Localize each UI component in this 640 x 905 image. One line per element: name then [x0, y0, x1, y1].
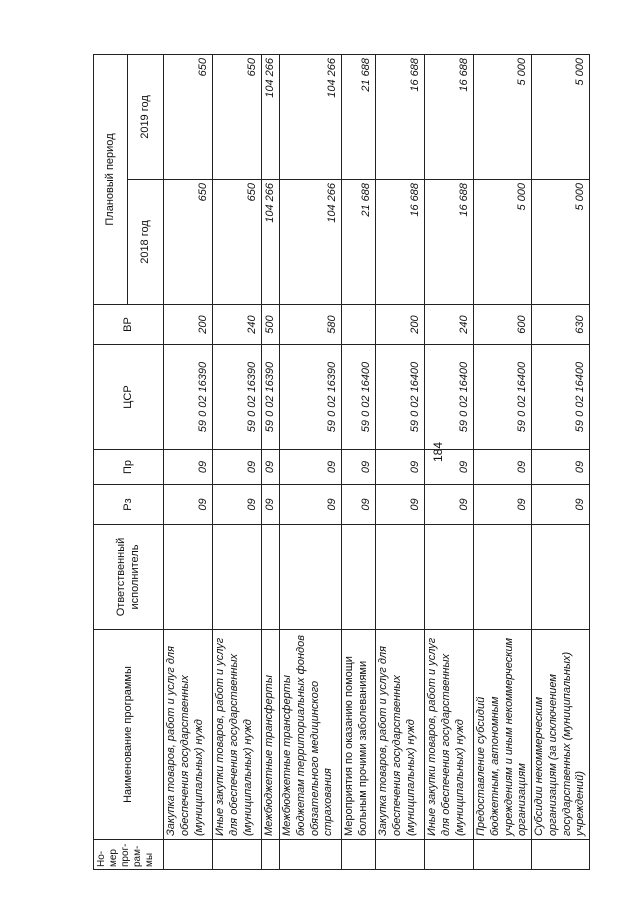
cell-2019: 5 000: [474, 55, 532, 180]
cell-2018: 650: [213, 180, 262, 305]
cell-executor: [474, 525, 532, 630]
header-year-2019: 2019 год: [128, 55, 164, 180]
header-pr: Пр: [94, 450, 164, 485]
page-number: 184: [431, 441, 445, 463]
cell-pr: 09: [280, 450, 342, 485]
cell-csr: 59 0 02 16390: [213, 345, 262, 450]
cell-pr: 09: [213, 450, 262, 485]
header-csr: ЦСР: [94, 345, 164, 450]
cell-pr: 09: [164, 450, 213, 485]
cell-program-number: [342, 840, 376, 870]
cell-program-number: [280, 840, 342, 870]
cell-csr: 59 0 02 16390: [262, 345, 280, 450]
header-vr: ВР: [94, 305, 164, 345]
cell-rz: 09: [425, 485, 474, 525]
cell-program-name: Предоставление субсидий бюджетным, автономным учреждениям и иным некоммерческим организациям: [474, 630, 532, 840]
cell-vr: 240: [213, 305, 262, 345]
cell-csr: 59 0 02 16400: [425, 345, 474, 450]
cell-rz: 09: [532, 485, 590, 525]
cell-program-number: [474, 840, 532, 870]
cell-program-name: Межбюджетные трансферты: [262, 630, 280, 840]
budget-table: [93, 54, 590, 870]
cell-2019: 21 688: [342, 55, 376, 180]
cell-rz: 09: [164, 485, 213, 525]
cell-executor: [376, 525, 425, 630]
cell-executor: [262, 525, 280, 630]
cell-2018: 21 688: [342, 180, 376, 305]
header-program-number: Но- мер прог- рам- мы: [94, 840, 164, 870]
cell-2018: 5 000: [474, 180, 532, 305]
cell-vr: 200: [376, 305, 425, 345]
cell-csr: 59 0 02 16400: [376, 345, 425, 450]
cell-csr: 59 0 02 16390: [280, 345, 342, 450]
cell-csr: 59 0 02 16400: [474, 345, 532, 450]
cell-executor: [425, 525, 474, 630]
cell-2019: 650: [164, 55, 213, 180]
header-program-name: Наименование программы: [94, 630, 164, 840]
cell-pr: 09: [262, 450, 280, 485]
cell-csr: 59 0 02 16390: [164, 345, 213, 450]
cell-rz: 09: [474, 485, 532, 525]
cell-executor: [164, 525, 213, 630]
cell-2019: 16 688: [425, 55, 474, 180]
cell-program-name: Закупка товаров, работ и услуг для обеспечения государственных (муниципальных) нужд: [164, 630, 213, 840]
table-row: [342, 55, 376, 870]
cell-program-number: [164, 840, 213, 870]
cell-pr: 09: [532, 450, 590, 485]
cell-pr: 09: [342, 450, 376, 485]
cell-pr: 09: [376, 450, 425, 485]
cell-program-name: Иные закупки товаров, работ и услуг для обеспечения государственных (муниципальных) нужд: [213, 630, 262, 840]
cell-program-name: Мероприятия по оказанию помощи больным прочими заболеваниями: [342, 630, 376, 840]
cell-vr: 240: [425, 305, 474, 345]
cell-program-number: [532, 840, 590, 870]
cell-vr: 630: [532, 305, 590, 345]
cell-program-name: Иные закупки товаров, работ и услуг для обеспечения государственных (муниципальных) нужд: [425, 630, 474, 840]
cell-2018: 104 266: [280, 180, 342, 305]
cell-program-number: [425, 840, 474, 870]
table-row: [164, 55, 213, 870]
header-planned-period: Плановый период: [94, 55, 128, 305]
table-row: [376, 55, 425, 870]
cell-2018: 650: [164, 180, 213, 305]
cell-program-number: [262, 840, 280, 870]
cell-vr: [342, 305, 376, 345]
table-row: [532, 55, 590, 870]
cell-2018: 16 688: [425, 180, 474, 305]
cell-2019: 104 266: [280, 55, 342, 180]
cell-2018: 104 266: [262, 180, 280, 305]
table-row: [213, 55, 262, 870]
cell-executor: [532, 525, 590, 630]
cell-csr: 59 0 02 16400: [532, 345, 590, 450]
cell-rz: 09: [262, 485, 280, 525]
cell-2019: 650: [213, 55, 262, 180]
cell-program-name: Субсидии некоммерческим организациям (за исключением государственных (муниципальных) учреждений): [532, 630, 590, 840]
cell-program-name: Закупка товаров, работ и услуг для обеспечения государственных (муниципальных) нужд: [376, 630, 425, 840]
header-executor: Ответственный исполнитель: [94, 525, 164, 630]
cell-executor: [213, 525, 262, 630]
cell-executor: [280, 525, 342, 630]
cell-rz: 09: [213, 485, 262, 525]
cell-vr: 600: [474, 305, 532, 345]
table-row: [474, 55, 532, 870]
cell-pr: 09: [474, 450, 532, 485]
cell-vr: 200: [164, 305, 213, 345]
cell-2018: 5 000: [532, 180, 590, 305]
table-row: [280, 55, 342, 870]
cell-vr: 500: [262, 305, 280, 345]
cell-program-number: [376, 840, 425, 870]
cell-program-number: [213, 840, 262, 870]
cell-2019: 16 688: [376, 55, 425, 180]
cell-rz: 09: [280, 485, 342, 525]
table-row: [262, 55, 280, 870]
cell-2019: 104 266: [262, 55, 280, 180]
cell-pr: 09: [425, 450, 474, 485]
cell-rz: 09: [376, 485, 425, 525]
cell-2018: 16 688: [376, 180, 425, 305]
cell-rz: 09: [342, 485, 376, 525]
cell-executor: [342, 525, 376, 630]
cell-2019: 5 000: [532, 55, 590, 180]
cell-program-name: Межбюджетные трансферты бюджетам территориальных фондов обязательного медицинского страхования: [280, 630, 342, 840]
header-rz: Рз: [94, 485, 164, 525]
cell-csr: 59 0 02 16400: [342, 345, 376, 450]
cell-vr: 580: [280, 305, 342, 345]
table-row: [425, 55, 474, 870]
rotated-table-container: [93, 55, 587, 870]
header-year-2018: 2018 год: [128, 180, 164, 305]
